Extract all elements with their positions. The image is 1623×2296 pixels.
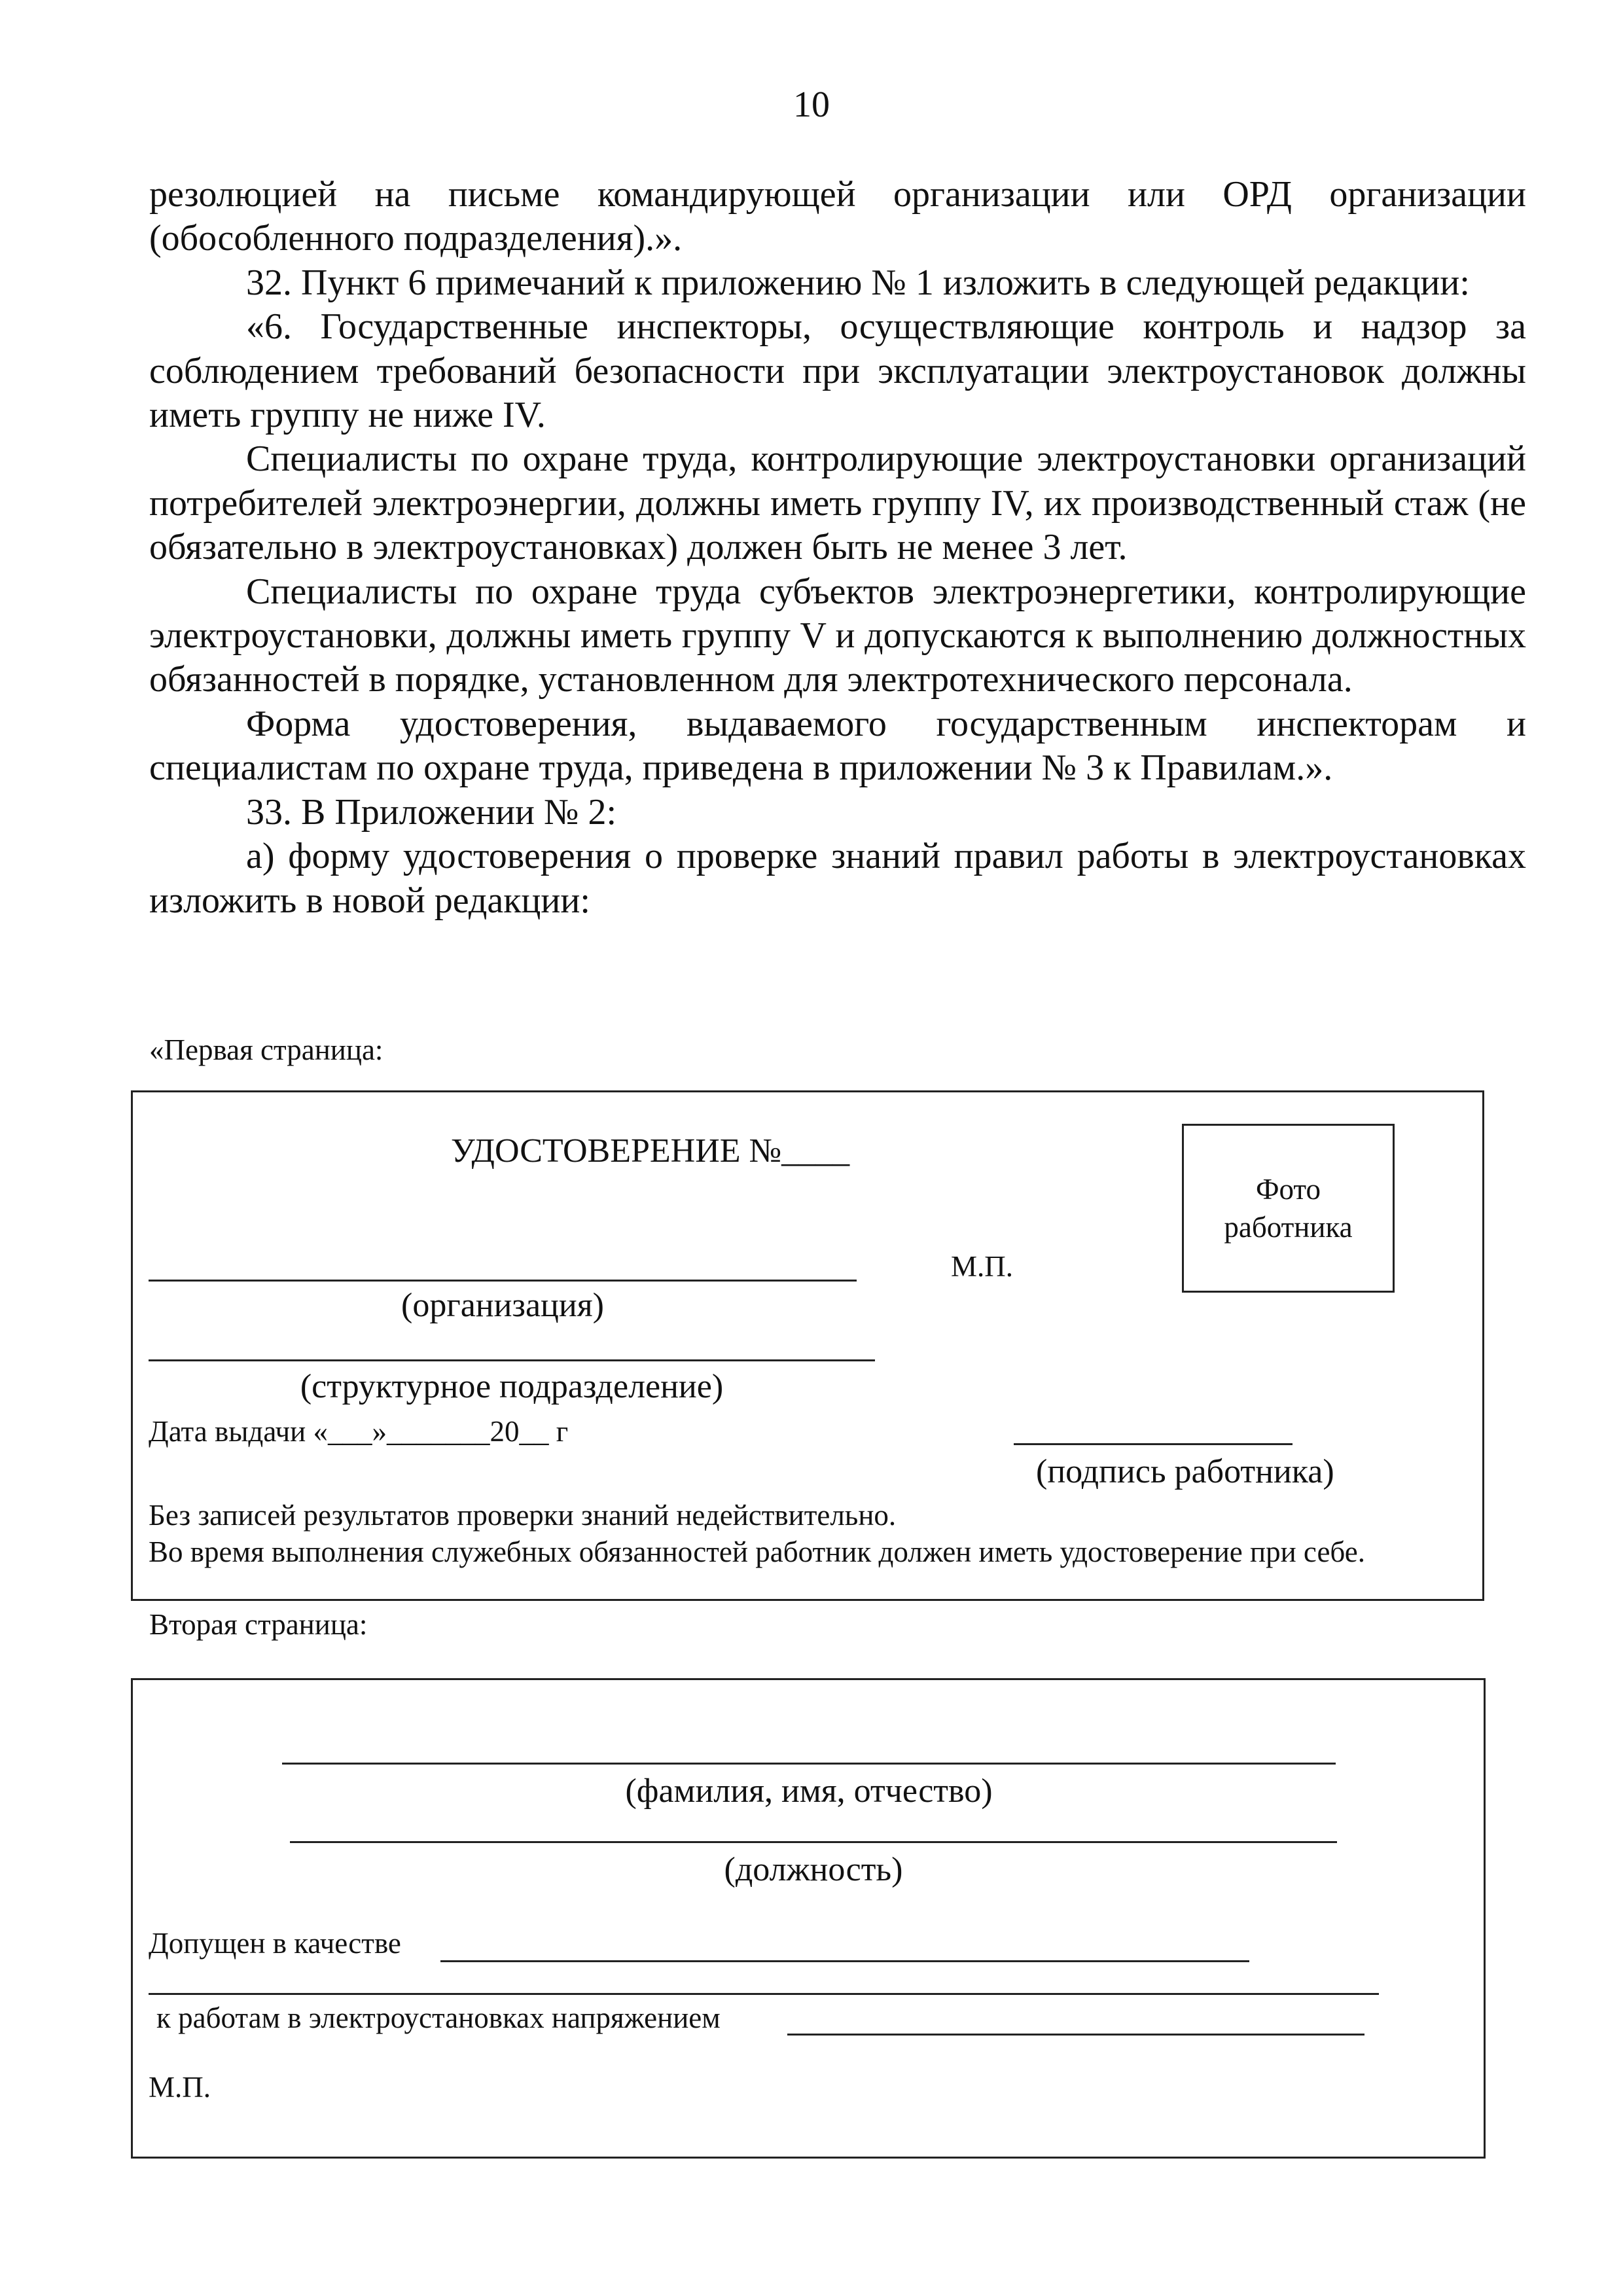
paragraph: «6. Государственные инспекторы, осуществляющие контроль и надзор за соблюдением требований безопасности при эксплуатации электроустановок должны иметь группу не ниже IV.: [149, 306, 1526, 436]
photo-placeholder: [1182, 1124, 1395, 1293]
paragraph: Специалисты по охране труда, контролирующие электроустановки организаций потребителей электроэнергии, должны иметь группу IV, их производственный стаж (не обязательно в электроустановках) должен быть не менее 3 лет.: [149, 439, 1526, 568]
admitted-as-label: Допущен в качестве: [149, 1927, 401, 1960]
signature-caption: (подпись работника): [1036, 1453, 1334, 1490]
stamp-label: М.П.: [149, 2071, 211, 2104]
stamp-label: М.П.: [951, 1250, 1014, 1283]
fio-caption: (фамилия, имя, отчество): [625, 1772, 993, 1810]
body-text: [149, 173, 1526, 923]
validity-note: Без записей результатов проверки знаний недействительно.: [149, 1499, 897, 1532]
first-page-label: «Первая страница:: [149, 1033, 383, 1066]
paragraph: (обособленного подразделения).».: [149, 218, 683, 259]
fio-line: [282, 1763, 1336, 1765]
paragraph: Форма удостоверения, выдаваемого государственным инспекторам и специалистам по охране труда, приведена в приложении № 3 к Правилам.».: [149, 703, 1526, 789]
carry-note: Во время выполнения служебных обязанностей работник должен иметь удостоверение при себе.: [149, 1535, 1365, 1568]
second-page-label: Вторая страница:: [149, 1608, 368, 1641]
organization-line: [149, 1280, 857, 1282]
signature-line: [1014, 1443, 1293, 1445]
paragraph: 32. Пункт 6 примечаний к приложению № 1 изложить в следующей редакции:: [246, 262, 1470, 303]
photo-caption-line2: работника: [1224, 1211, 1353, 1244]
admitted-as-line: [440, 1960, 1249, 1962]
voltage-work-label: к работам в электроустановках напряжением: [156, 2001, 721, 2034]
certificate-title: УДОСТОВЕРЕНИЕ №____: [451, 1132, 850, 1170]
position-line: [290, 1841, 1337, 1843]
certificate-second-page: [131, 1678, 1486, 2159]
paragraph: а) форму удостоверения о проверке знаний правил работы в электроустановках изложить в новой редакции:: [149, 836, 1526, 921]
department-caption: (структурное подразделение): [300, 1368, 724, 1405]
paragraph: 33. В Приложении № 2:: [246, 791, 617, 833]
page-number: 10: [793, 84, 830, 125]
issue-date: Дата выдачи «___»_______20__ г: [149, 1415, 569, 1448]
blank-line: [149, 1993, 1379, 1995]
paragraph: резолюцией на письме командирующей организации или ОРД организации: [149, 174, 1526, 215]
organization-caption: (организация): [401, 1287, 604, 1324]
position-caption: (должность): [724, 1851, 903, 1888]
photo-caption-line1: Фото: [1255, 1173, 1321, 1206]
voltage-line: [787, 2034, 1364, 2036]
paragraph: Специалисты по охране труда субъектов электроэнергетики, контролирующие электроустановки, должны иметь группу V и допускаются к выполнению должностных обязанностей в порядке, установленном для электротехнического персонала.: [149, 571, 1526, 700]
certificate-first-page: [131, 1090, 1484, 1601]
department-line: [149, 1359, 875, 1361]
